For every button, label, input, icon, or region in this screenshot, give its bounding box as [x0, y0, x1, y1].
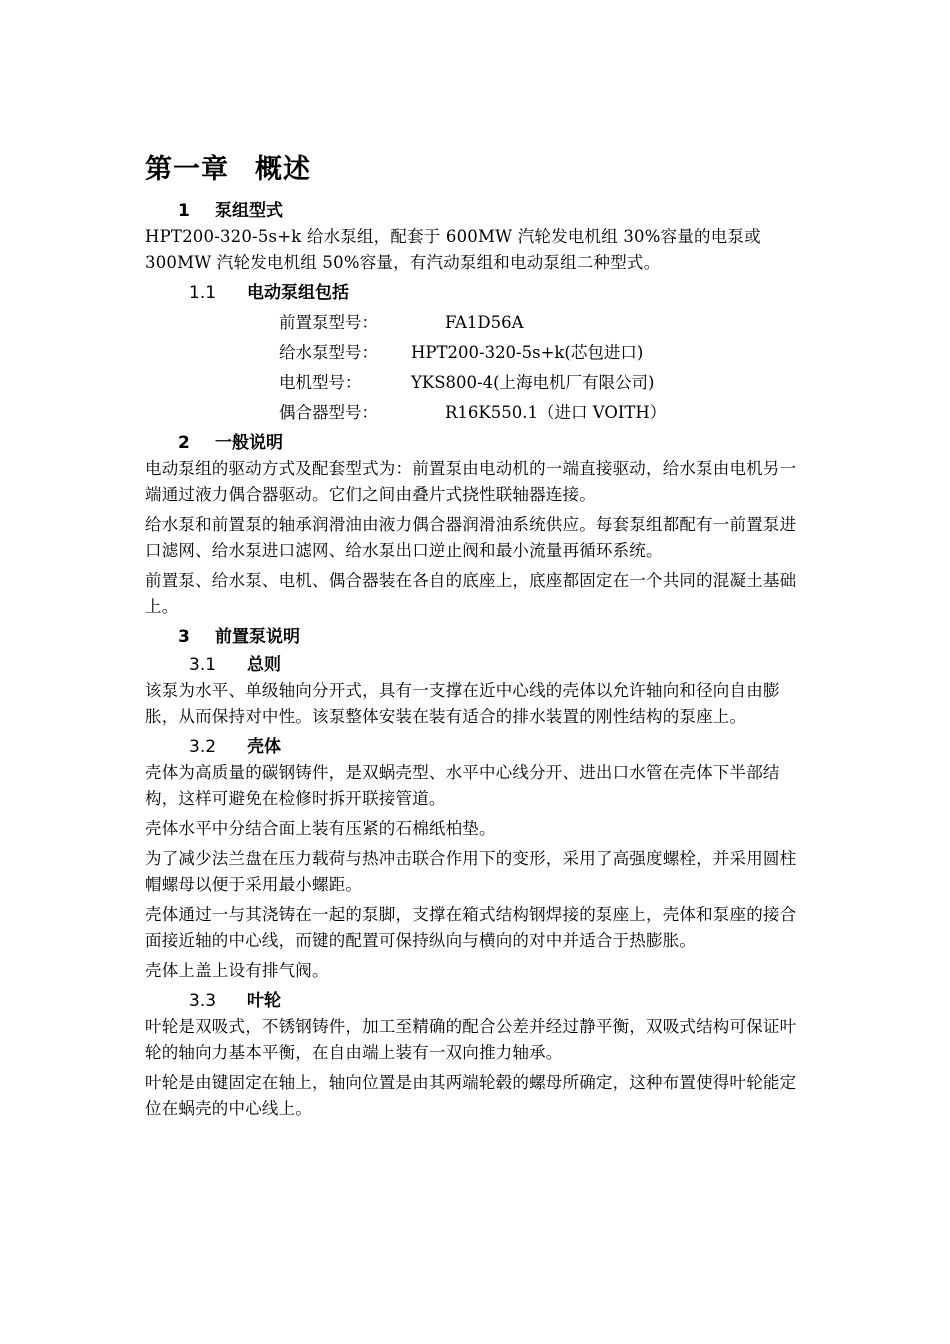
section-3-2-paragraph-3: 为了减少法兰盘在压力载荷与热冲击联合作用下的变形，采用了高强度螺栓，并采用圆柱帽螺母以便于采用最小螺距。: [145, 849, 797, 894]
section-title: 一般说明: [215, 433, 283, 453]
section-3-2-paragraph-5: 壳体上盖上设有排气阀。: [145, 961, 329, 980]
spec-value: R16K550.1（进口 VOITH）: [445, 403, 667, 422]
spec-label: 电机型号：: [279, 373, 362, 392]
section-title: 前置泵说明: [215, 627, 300, 647]
spec-item-feed-pump: [145, 338, 805, 368]
section-1-paragraph: HPT200-320-5s+k 给水泵组，配套于 600MW 汽轮发电机组 30%容量的电泵或 300MW 汽轮发电机组 50%容量，有汽动泵组和电动泵组二种型式。: [145, 227, 761, 272]
spec-label: 给水泵型号：: [279, 343, 378, 362]
chapter-name: 概述: [255, 154, 311, 185]
section-number: 3: [178, 627, 190, 647]
spec-item-booster-pump: [145, 308, 805, 338]
pump-spec-list: [145, 308, 805, 428]
section-number: 3.3: [189, 991, 217, 1011]
chapter-title: [145, 150, 805, 190]
section-3-3-paragraph-2: 叶轮是由键固定在轴上，轴向位置是由其两端轮毂的螺母所确定，这种布置使得叶轮能定位在蜗壳的中心线上。: [145, 1073, 797, 1118]
section-number: 1: [178, 201, 190, 221]
section-title: 壳体: [247, 737, 281, 757]
spec-label: 前置泵型号：: [279, 313, 378, 332]
section-number: 3.1: [189, 655, 217, 675]
section-3-2-paragraph-4: 壳体通过一与其浇铸在一起的泵脚，支撑在箱式结构钢焊接的泵座上，壳体和泵座的接合面接近轴的中心线，而键的配置可保持纵向与横向的对中并适合于热膨胀。: [145, 905, 797, 950]
section-3-2-paragraph-1: 壳体为高质量的碳钢铸件，是双蜗壳型、水平中心线分开、进出口水管在壳体下半部结构，这样可避免在检修时拆开联接管道。: [145, 763, 780, 808]
section-1-1-heading: [145, 280, 805, 306]
section-2-paragraph-2: 给水泵和前置泵的轴承润滑油由液力偶合器润滑油系统供应。每套泵组都配有一前置泵进口滤网、给水泵进口滤网、给水泵出口逆止阀和最小流量再循环系统。: [145, 515, 797, 560]
section-1-heading: [145, 198, 805, 224]
section-3-1-heading: [145, 652, 805, 678]
chapter-number: 第一章: [145, 154, 229, 185]
section-title: 泵组型式: [215, 201, 283, 221]
spec-value: HPT200-320-5s+k(芯包进口): [411, 343, 644, 362]
section-number: 3.2: [189, 737, 217, 757]
section-3-3-paragraph-1: 叶轮是双吸式，不锈钢铸件，加工至精确的配合公差并经过静平衡，双吸式结构可保证叶轮的轴向力基本平衡，在自由端上装有一双向推力轴承。: [145, 1017, 797, 1062]
spec-item-motor: [145, 368, 805, 398]
section-number: 1.1: [189, 283, 217, 303]
section-title: 电动泵组包括: [247, 283, 349, 303]
section-2-paragraph-3: 前置泵、给水泵、电机、偶合器装在各自的底座上，底座都固定在一个共同的混凝土基础上。: [145, 571, 797, 616]
section-3-3-heading: [145, 988, 805, 1014]
section-title: 叶轮: [247, 991, 281, 1011]
section-3-heading: [145, 624, 805, 650]
spec-label: 偶合器型号：: [279, 403, 378, 422]
document-page: [145, 150, 805, 1126]
section-2-heading: [145, 430, 805, 456]
spec-value: FA1D56A: [445, 313, 524, 332]
section-number: 2: [178, 433, 190, 453]
section-2-paragraph-1: 电动泵组的驱动方式及配套型式为：前置泵由电动机的一端直接驱动，给水泵由电机另一端通过液力偶合器驱动。它们之间由叠片式挠性联轴器连接。: [145, 459, 797, 504]
spec-item-coupling: [145, 398, 805, 428]
section-3-1-paragraph-1: 该泵为水平、单级轴向分开式，具有一支撑在近中心线的壳体以允许轴向和径向自由膨胀，从而保持对中性。该泵整体安装在装有适合的排水装置的刚性结构的泵座上。: [145, 681, 780, 726]
section-title: 总则: [247, 655, 281, 675]
spec-value: YKS800-4(上海电机厂有限公司): [411, 373, 655, 392]
section-3-2-paragraph-2: 壳体水平中分结合面上装有压紧的石棉纸柏垫。: [145, 819, 496, 838]
section-3-2-heading: [145, 734, 805, 760]
